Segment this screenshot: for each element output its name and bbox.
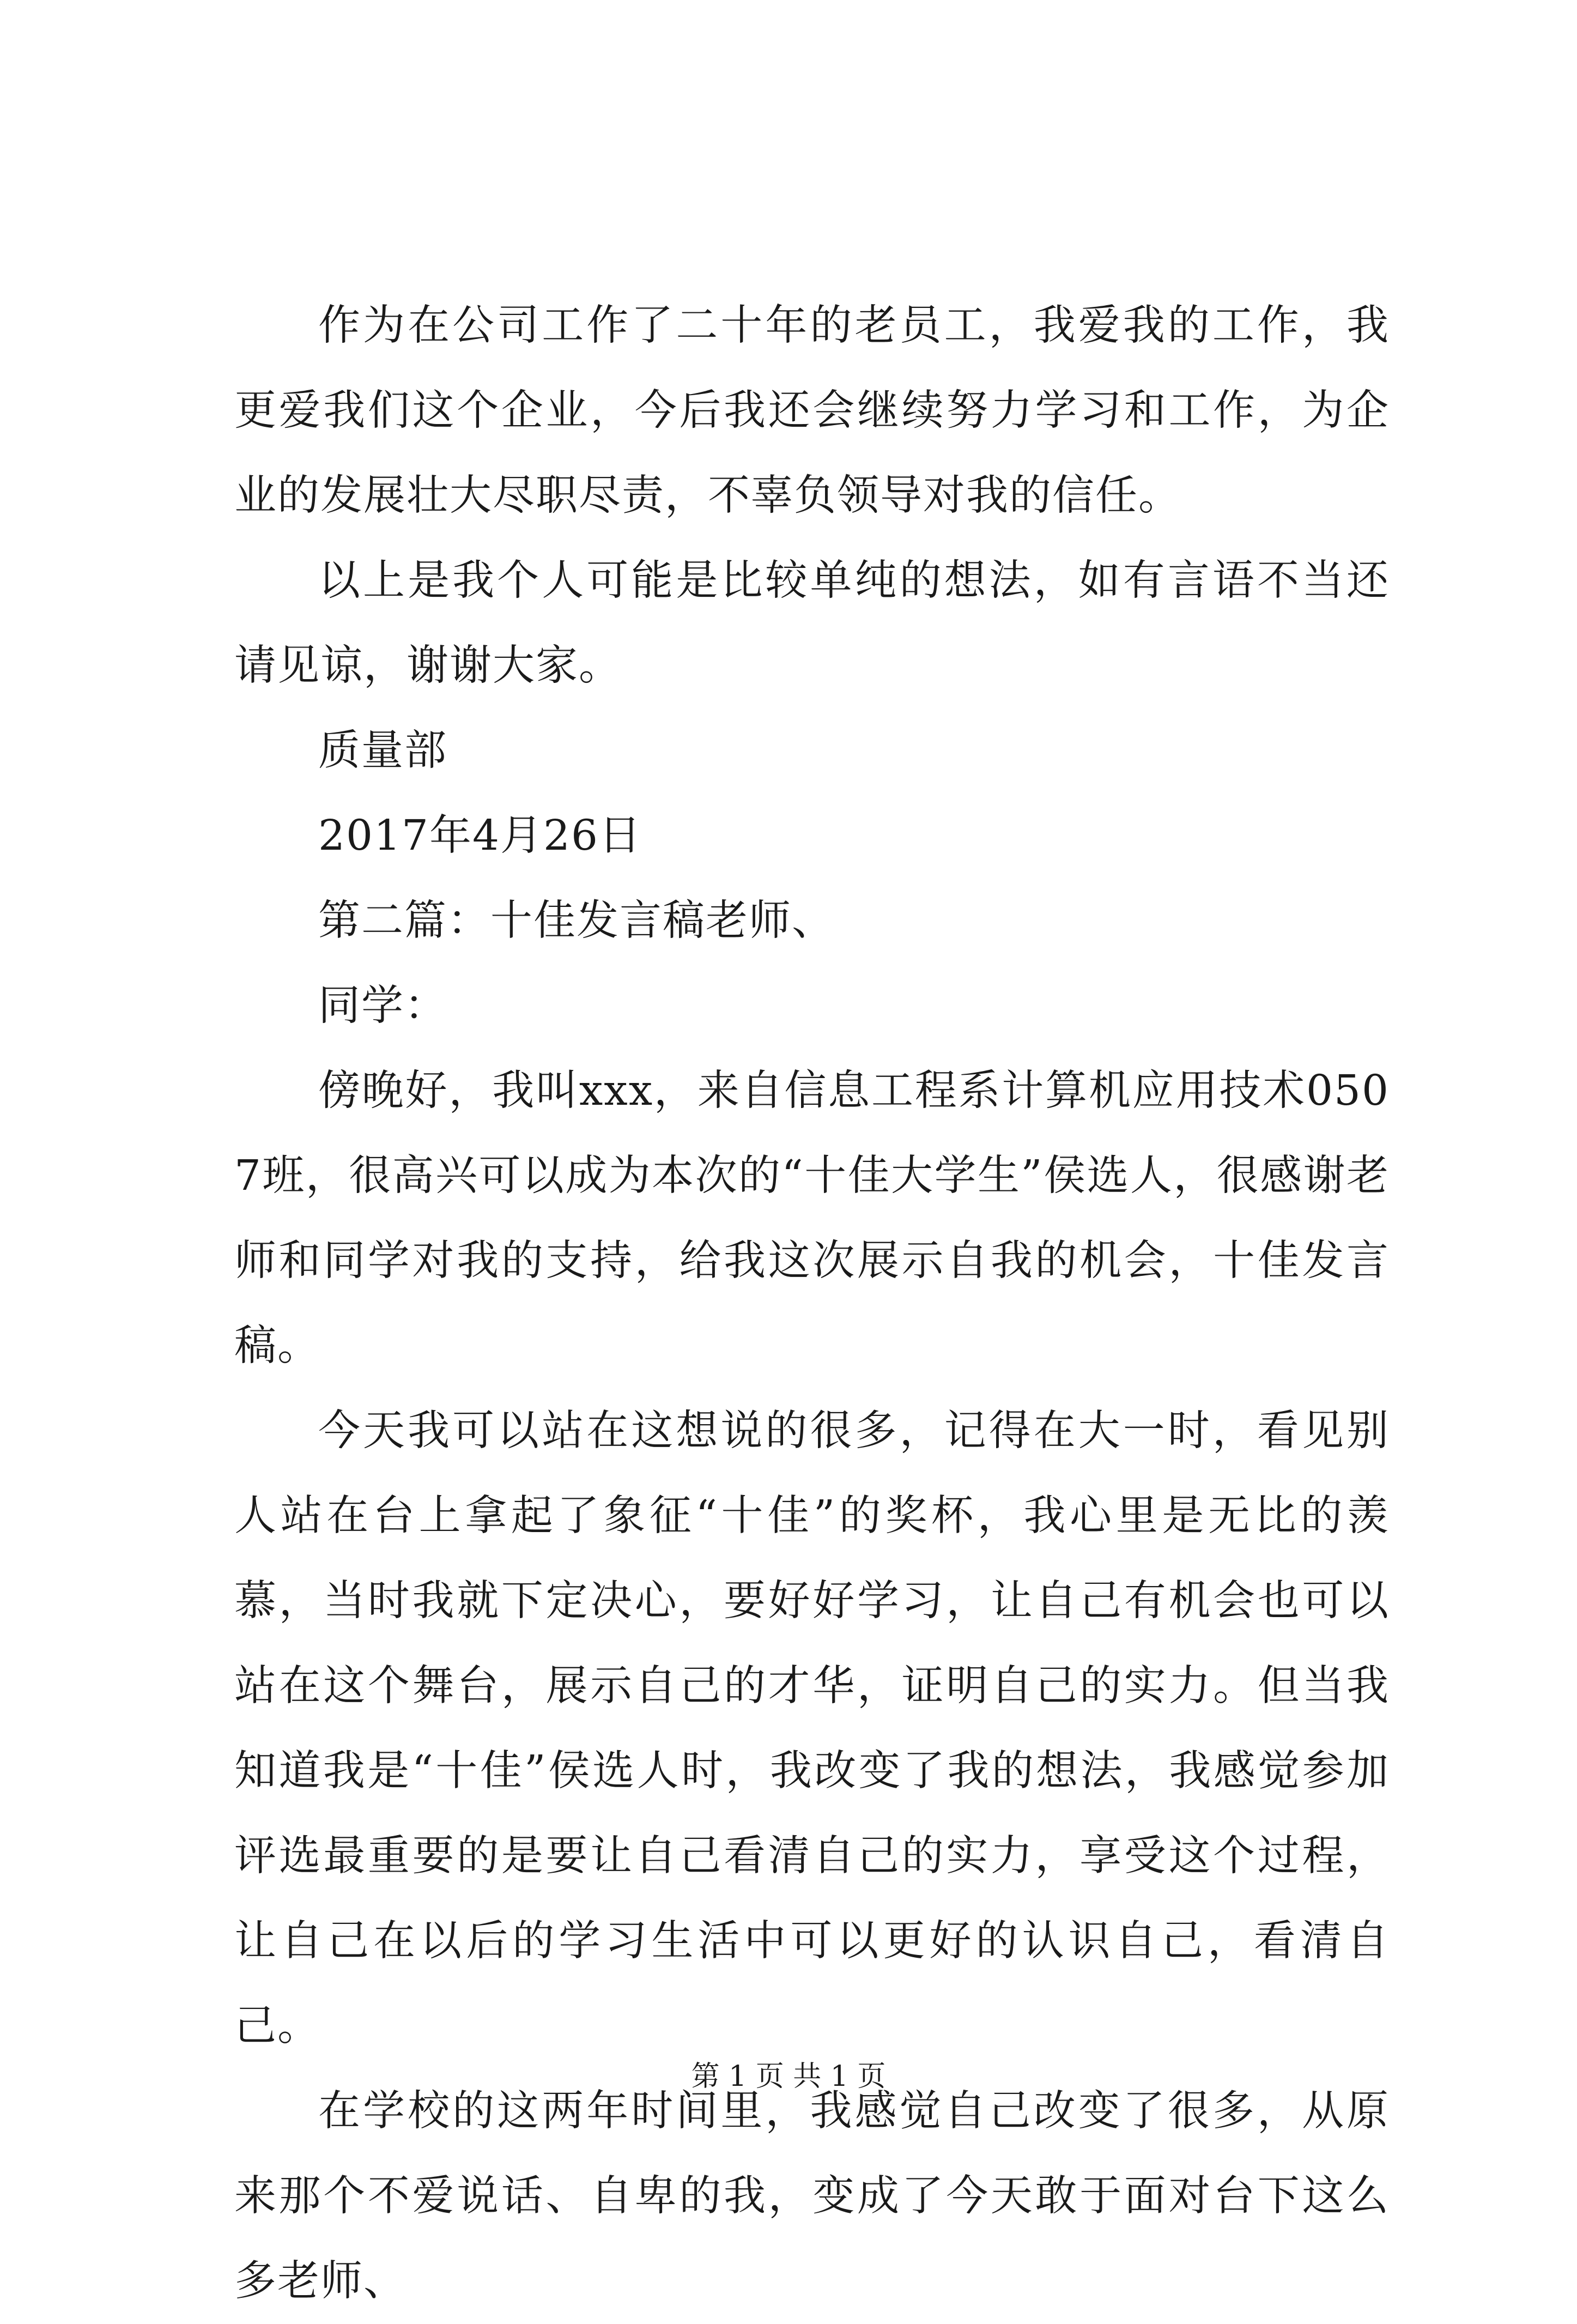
page-footer: 第 1 页 共 1 页	[691, 2060, 886, 2093]
paragraph-introduction: 傍晚好，我叫xxx，来自信息工程系计算机应用技术0507班，很高兴可以成为本次的“十佳大学生”侯选人，很感谢老师和同学对我的支持，给我这次展示自我的机会，十佳发言稿。	[234, 1067, 1390, 1370]
paragraph-growth: 在学校的这两年时间里，我感觉自己改变了很多，从原来那个不爱说话、自卑的我，变成了今天敢于面对台下这么多老师、	[234, 2087, 1390, 2305]
section-heading: 第二篇：十佳发言稿老师、	[318, 897, 835, 945]
paragraph-closing-statement: 作为在公司工作了二十年的老员工，我爱我的工作，我更爱我们这个企业，今后我还会继续努力学习和工作，为企业的发展壮大尽职尽责，不辜负领导对我的信任。	[234, 301, 1390, 520]
signature-department: 质量部	[318, 727, 447, 775]
document-body	[234, 283, 1390, 2324]
paragraph-thanks: 以上是我个人可能是比较单纯的想法，如有言语不当还请见谅，谢谢大家。	[234, 556, 1390, 690]
salutation: 同学：	[318, 982, 447, 1030]
signature-date: 2017年4月26日	[318, 812, 642, 860]
paragraph-reflection: 今天我可以站在这想说的很多，记得在大一时，看见别人站在台上拿起了象征“十佳”的奖杯，我心里是无比的羡慕，当时我就下定决心，要好好学习，让自己有机会也可以站在这个舞台，展示自己的才华，证明自己的实力。但当我知道我是“十佳”侯选人时，我改变了我的想法，我感觉参加评选最重要的是要让自己看清自己的实力，享受这个过程，让自己在以后的学习生活中可以更好的认识自己，看清自己。	[234, 1407, 1390, 2050]
